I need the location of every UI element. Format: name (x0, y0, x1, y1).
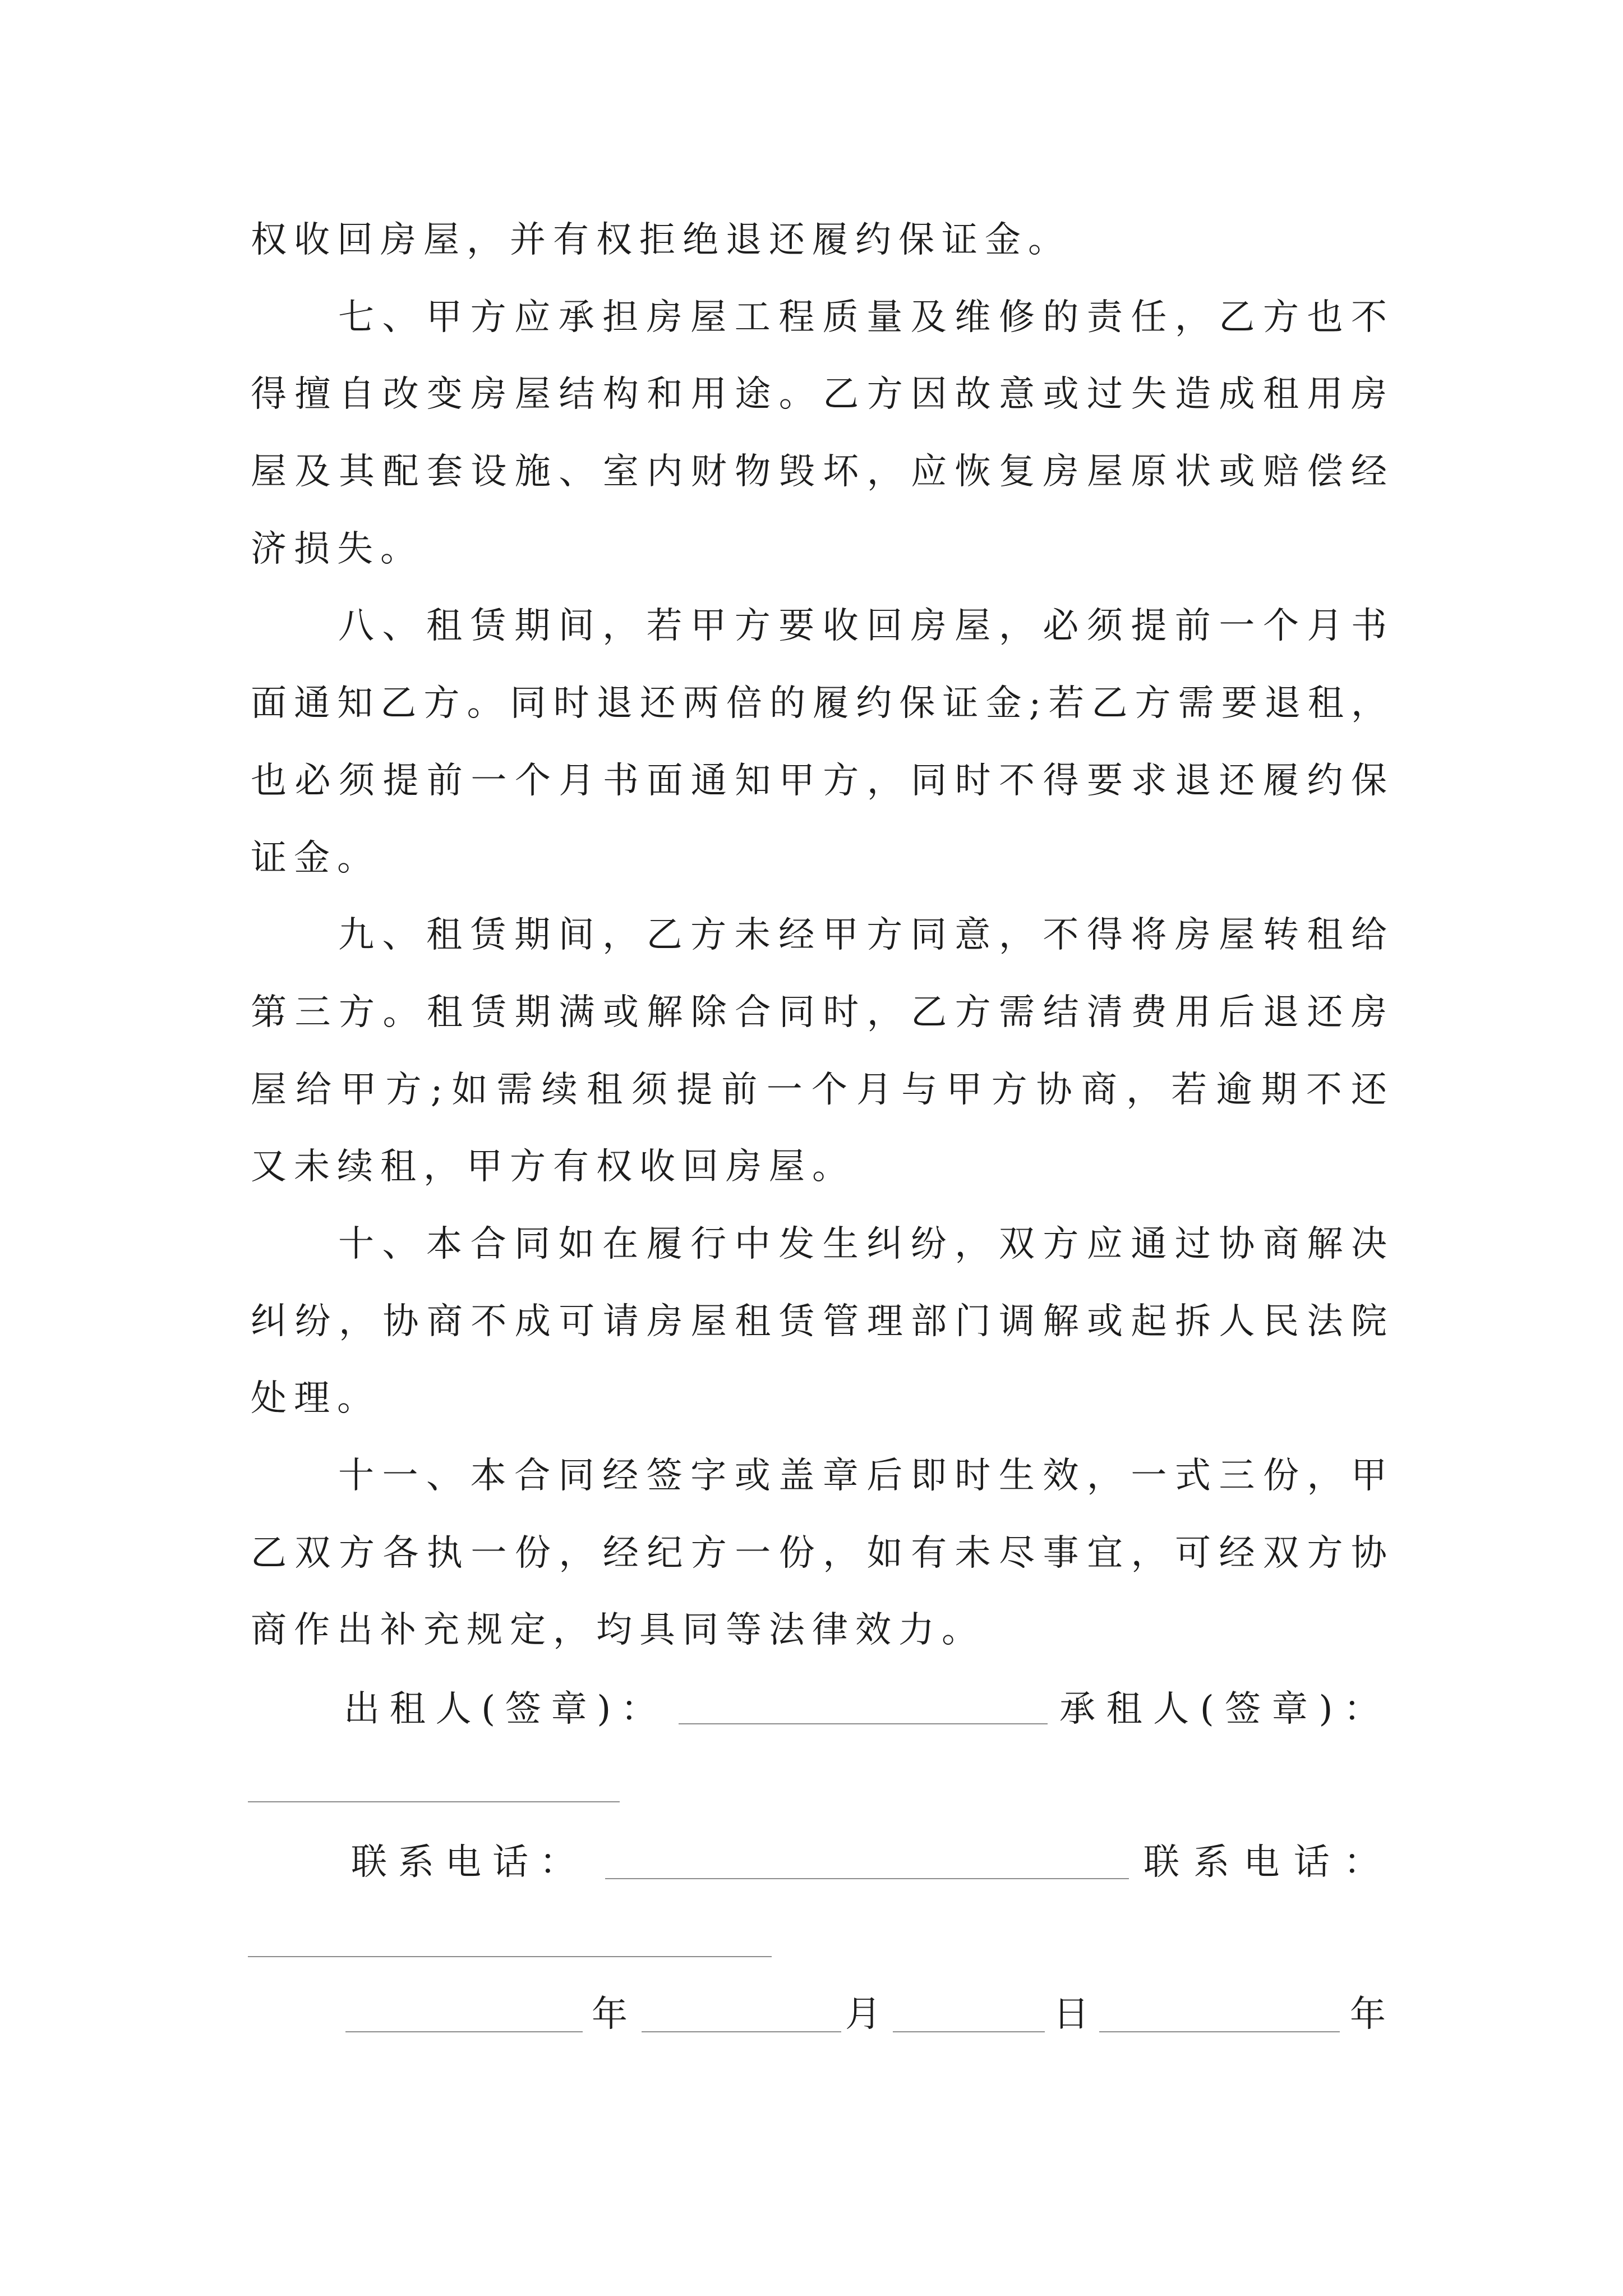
clause-11-line: 十一、本合同经签字或盖章后即时生效，一式三份，甲 (338, 1455, 1387, 1497)
contract-body (251, 202, 1387, 1669)
clause-9-line: 又未续租，甲方有权收回房屋。 (251, 1146, 855, 1188)
clause-8-line: 也必须提前一个月书面通知甲方，同时不得要求退还履约保 (251, 760, 1387, 802)
lessor-phone-blank (605, 1878, 1129, 1879)
clause-10-line: 纠纷，协商不成可请房屋租赁管理部门调解或起拆人民法院 (251, 1300, 1387, 1342)
lessee-signature-label: 承租人(签章)： (1059, 1688, 1380, 1730)
month-blank (642, 2031, 841, 2032)
lessor-signature-label: 出租人(签章)： (344, 1688, 657, 1730)
clause-9-line: 九、租赁期间，乙方未经甲方同意，不得将房屋转租给 (338, 914, 1387, 956)
clause-10-line: 十、本合同如在履行中发生纠纷，双方应通过协商解决 (338, 1223, 1387, 1265)
day-blank (893, 2031, 1045, 2032)
clause-9-line: 屋给甲方;如需续租须提前一个月与甲方协商，若逾期不还 (251, 1069, 1387, 1111)
year-label: 年 (592, 1994, 628, 2035)
clause-7-line: 屋及其配套设施、室内财物毁坏，应恢复房屋原状或赔偿经 (251, 451, 1387, 493)
lessee-phone-blank (248, 1956, 772, 1957)
lessor-signature-blank (679, 1723, 1048, 1724)
lessor-phone-label: 联系电话： (351, 1842, 575, 1883)
clause-8-line: 面通知乙方。同时退还两倍的履约保证金;若乙方需要退租， (251, 683, 1387, 725)
month-label: 月 (845, 1994, 881, 2035)
clause-7-line: 七、甲方应承担房屋工程质量及维修的责任，乙方也不 (338, 296, 1387, 338)
lessee-phone-label: 联系电话： (1144, 1842, 1380, 1883)
clause-7-line: 得擅自改变房屋结构和用途。乙方因故意或过失造成租用房 (251, 374, 1387, 416)
clause-6-line: 权收回房屋，并有权拒绝退还履约保证金。 (251, 219, 1071, 261)
clause-11-line: 乙双方各执一份，经纪方一份，如有未尽事宜，可经双方协 (251, 1532, 1387, 1574)
year-blank (345, 2031, 583, 2032)
lessee-signature-blank (248, 1801, 620, 1802)
clause-8-line: 证金。 (251, 837, 380, 879)
clause-11-line: 商作出补充规定，均具同等法律效力。 (251, 1609, 985, 1651)
day-label: 日 (1053, 1994, 1089, 2035)
clause-10-line: 处理。 (251, 1378, 380, 1420)
clause-8-line: 八、租赁期间，若甲方要收回房屋，必须提前一个月书 (338, 605, 1387, 647)
second-year-blank (1099, 2031, 1340, 2032)
clause-9-line: 第三方。租赁期满或解除合同时，乙方需结清费用后退还房 (251, 991, 1387, 1033)
second-year-label: 年 (1350, 1994, 1386, 2035)
clause-7-line: 济损失。 (251, 528, 423, 570)
